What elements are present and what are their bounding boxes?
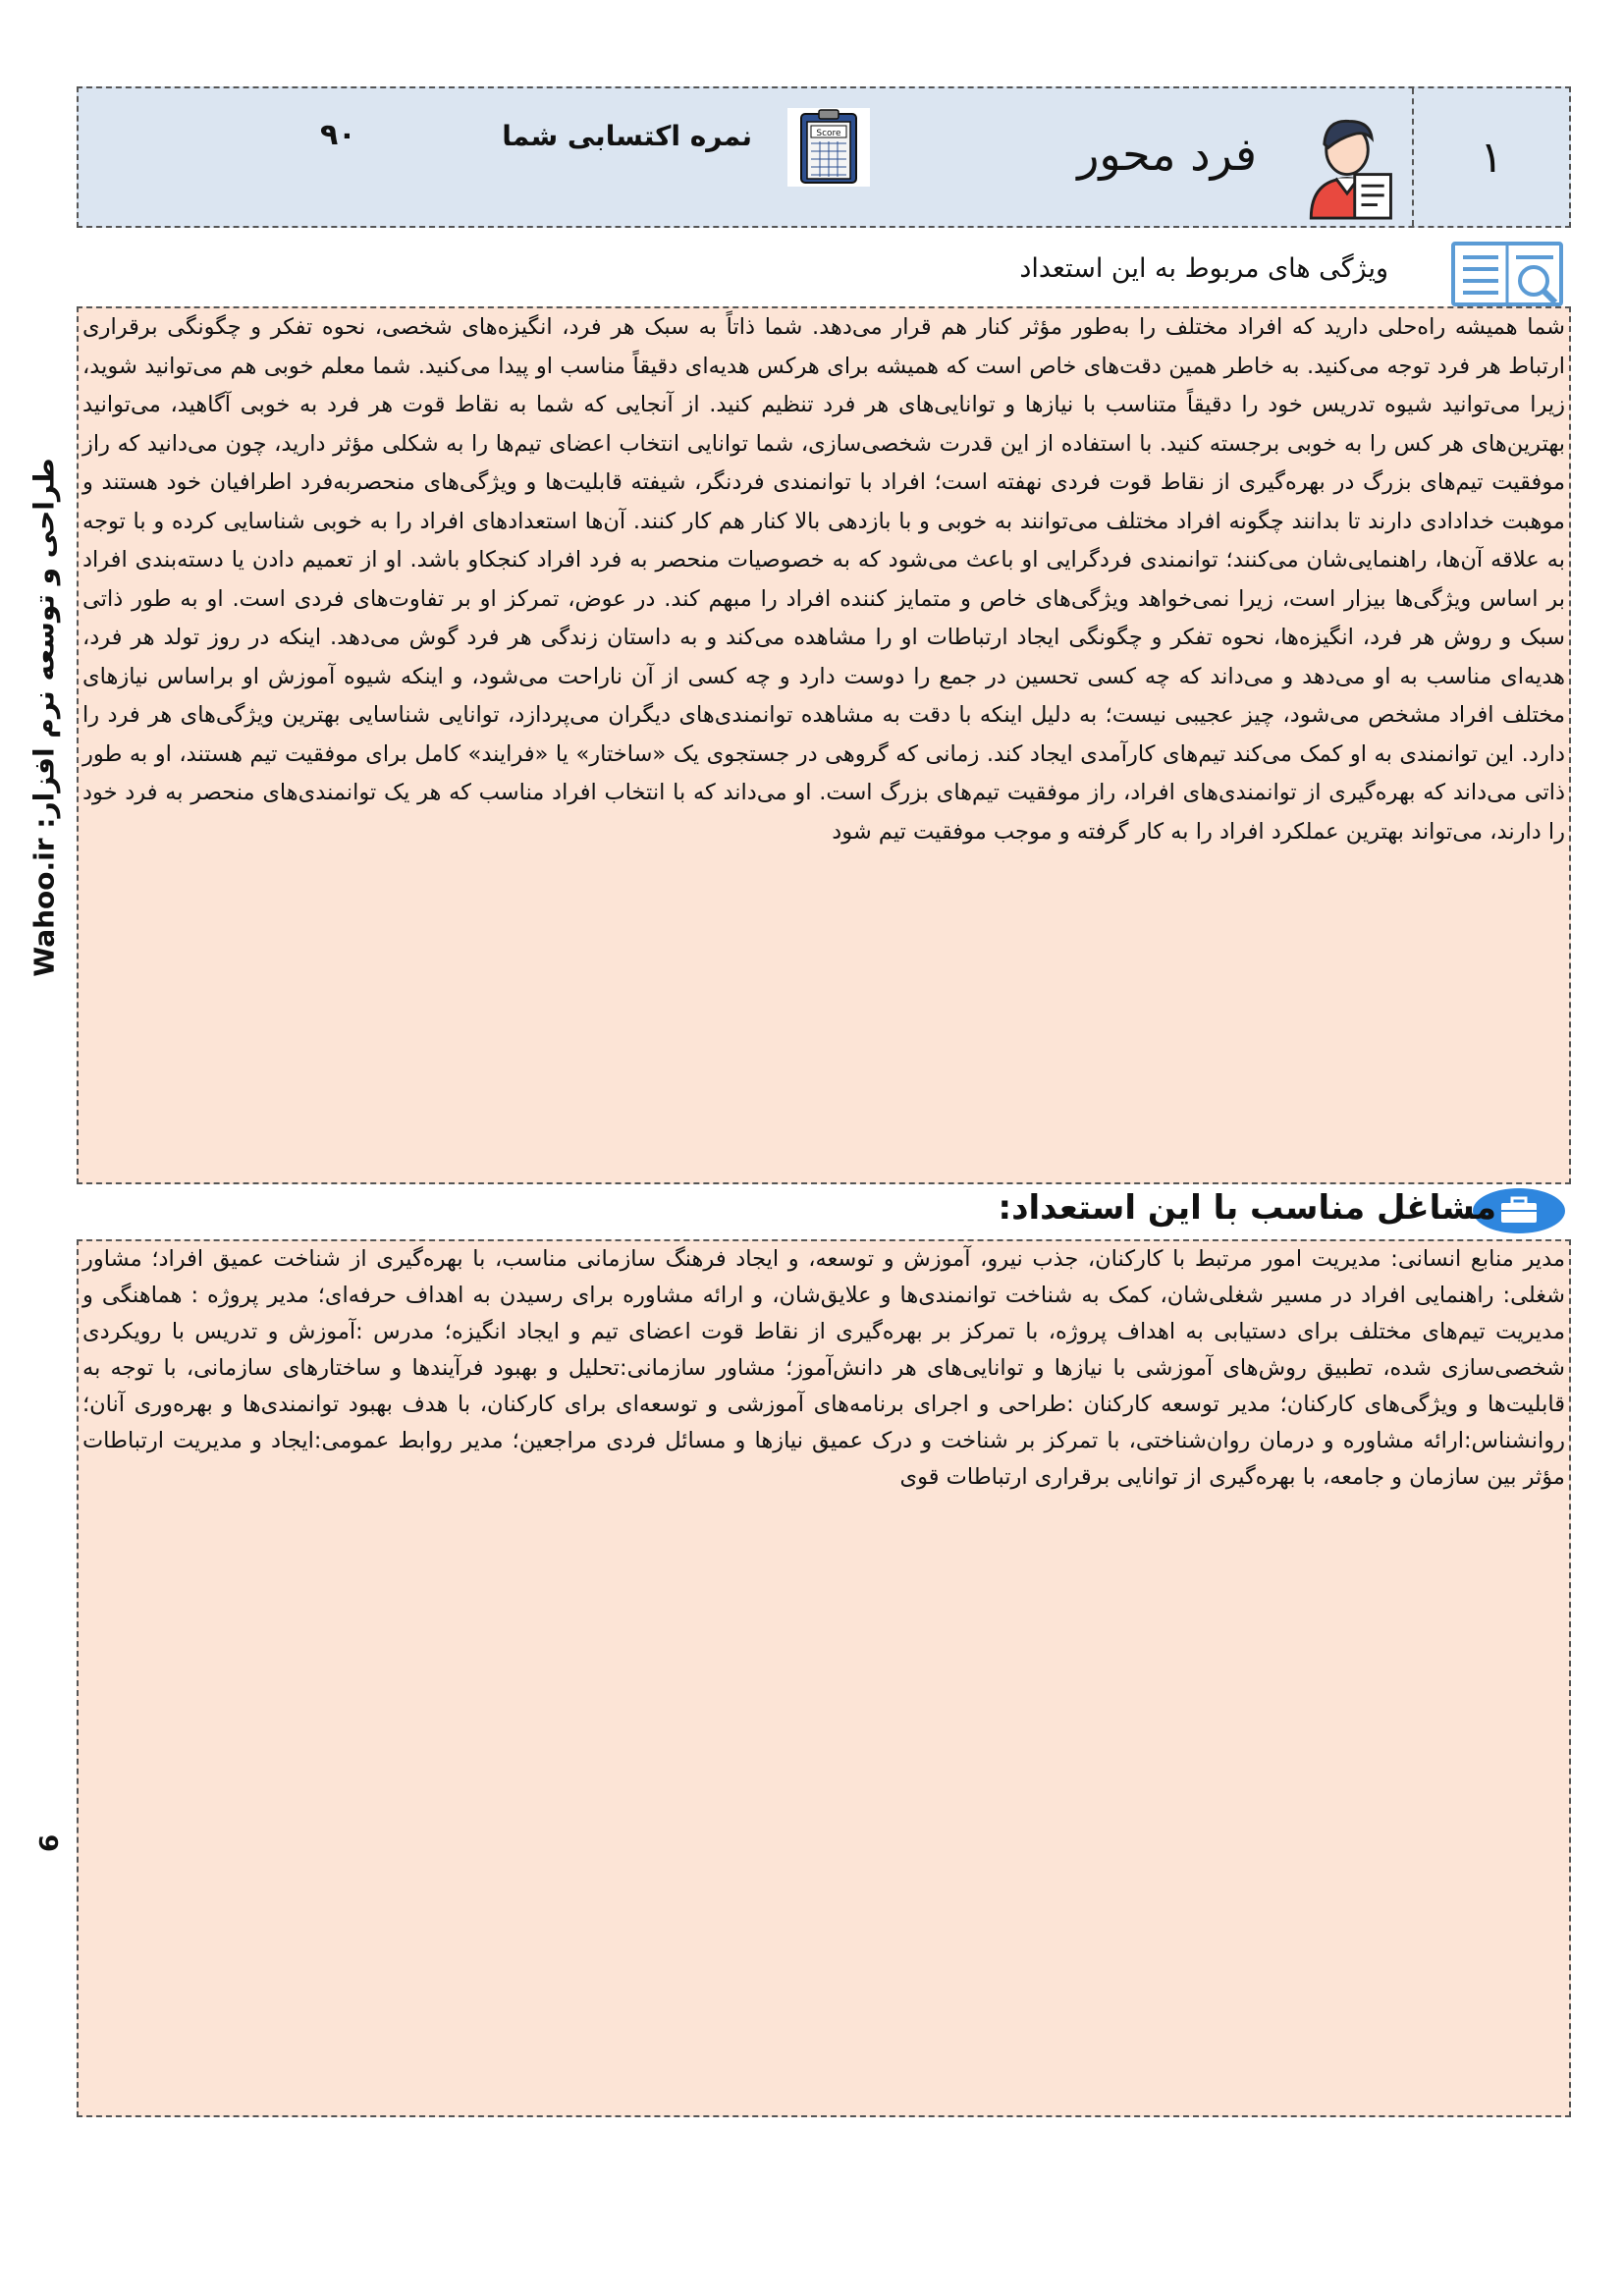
person-with-document-icon [1290, 106, 1404, 220]
book-magnifier-icon [1451, 240, 1565, 308]
page-number: 6 [35, 1833, 66, 1853]
side-credit [20, 457, 69, 977]
jobs-box [77, 1239, 1571, 2117]
talent-number: ۱ [1412, 88, 1569, 226]
jobs-text: مدیر منابع انسانی: مدیریت امور مرتبط با کارکنان، جذب نیرو، آموزش و توسعه، و ایجاد فرهنگ سازمانی مناسب، با بهره‌گیری از شناخت عمیق افراد؛ مشاور شغلی: راهنمایی افراد در مسیر شغلی‌شان، کمک به شناخت توانمندی‌ها و علایق‌شان، و ارائه مشاوره برای رسیدن به اهداف حرفه‌ای؛ مدیر پروژه : هماهنگی و مدیریت تیم‌های مختلف برای دستیابی به اهداف پروژه، با تمرکز بر بهره‌گیری از نقاط قوت اعضای تیم و ایجاد انگیزه؛ مدرس :آموزش و تدریس با رویکردی شخصی‌سازی شده، تطبیق روش‌های آموزشی با نیازها و توانایی‌های هر دانش‌آموز؛ مشاور سازمانی:تحلیل و بهبود فرآیندها و ساختارهای سازمانی، با توجه به قابلیت‌ها و ویژگی‌های کارکنان؛ مدیر توسعه کارکنان :طراحی و اجرای برنامه‌های آموزشی و توسعه‌ای برای کارکنان، با هدف بهبود توانمندی‌ها و بهره‌وری آنان؛ روانشناس:ارائه مشاوره و درمان روان‌شناختی، با تمرکز بر شناخت و درک عمیق نیازها و مسائل فردی مراجعین؛ مدیر روابط عمومی:ایجاد و مدیریت ارتباطات مؤثر بین سازمان و جامعه، با بهره‌گیری از توانایی برقراری ارتباطات قوی [82, 1246, 1565, 1490]
score-value: ۹۰ [320, 118, 356, 152]
brand-text: طراحی و توسعه نرم افزار: Wahoo.ir [27, 457, 61, 977]
score-clipboard-icon [787, 108, 870, 187]
talent-name: فرد محور [1077, 128, 1257, 181]
svg-text:Score: Score [816, 129, 841, 138]
jobs-title: مشاغل مناسب با این استعداد: [998, 1188, 1496, 1228]
features-title: ویژگی های مربوط به این استعداد [1019, 253, 1388, 284]
score-label: نمره اکتسابی شما [502, 120, 752, 152]
features-box [77, 306, 1571, 1184]
features-text: شما همیشه راه‌حلی دارید که افراد مختلف را به‌طور مؤثر کنار هم قرار می‌دهد. شما ذاتاً به سبک هر فرد، انگیزه‌های شخصی، نحوه تفکر و چگونگی برقراری ارتباط هر فرد توجه می‌کنید. به خاطر همین دقت‌های خاص است که همیشه برای هرکس هدیه‌ای دقیقاً مناسب او پیدا می‌کنید. شما معلم خوبی هم می‌توانید شوید، زیرا می‌توانید شیوه تدریس خود را دقیقاً متناسب با نیازها و توانایی‌های هر فرد تنظیم کنید. از آنجایی که شما به نقاط قوت هر فرد به خوبی آگاهید، می‌توانید بهترین‌های هر کس را به خوبی برجسته کنید. با استفاده از این قدرت شخصی‌سازی، شما توانایی انتخاب اعضای تیم‌ها را به شکلی مؤثر دارید، چون می‌دانید که راز موفقیت تیم‌های بزرگ در بهره‌گیری از نقاط قوت فردی نهفته است؛ افراد با توانمندی فردنگر، شیفته قابلیت‌ها و ویژگی‌های منحصربه‌فرد اطرافیان خود هستند و موهبت خدادادی دارند تا بدانند چگونه افراد مختلف می‌توانند به خوبی و با بازدهی بالا کنار هم کار کنند. آن‌ها استعدادهای افراد را به خوبی شناسایی کرده و با توجه به علاقه آن‌ها، راهنمایی‌شان می‌کنند؛ توانمندی فردگرایی او باعث می‌شود که به خصوصیات منحصر به فرد افراد کنجکاو باشد. او از تعمیم دادن یا دسته‌بندی افراد بر اساس ویژگی‌ها بیزار است، زیرا نمی‌خواهد ویژگی‌های خاص و متمایز کننده افراد را مبهم کند. در عوض، تمرکز او بر تفاوت‌های فردی است. او به طور ذاتی سبک و روش هر فرد، انگیزه‌ها، نحوه تفکر و چگونگی ایجاد ارتباطات او را مشاهده می‌کند و به داستان زندگی هر فرد گوش می‌دهد. اینکه در روز تولد هر فرد، هدیه‌ای مناسب به او می‌دهد و می‌داند که چه کسی تحسین در جمع را دوست دارد و چه کسی از آن ناراحت می‌شود، و اینکه شیوه آموزش او براساس نیازهای مختلف افراد مشخص می‌شود، چیز عجیبی نیست؛ به دلیل اینکه با دقت به مشاهده توانمندی‌های دیگران می‌پردازد، توانایی شناسایی بهترین ویژگی‌های هر فرد را دارد. این توانمندی به او کمک می‌کند تیم‌های کارآمدی ایجاد کند. زمانی که گروهی در جستجوی یک «ساختار» یا «فرایند» کامل برای موفقیت تیم هستند، او به طور ذاتی می‌داند که بهره‌گیری از توانمندی‌های افراد، راز موفقیت تیم‌های بزرگ است. او می‌داند که با انتخاب افراد مناسب که هر یک توانمندی‌های منحصر به فرد خود را دارند، می‌تواند بهترین عملکرد افراد را به کار گرفته و موجب موفقیت تیم شود [82, 314, 1565, 845]
talent-header [77, 86, 1571, 228]
